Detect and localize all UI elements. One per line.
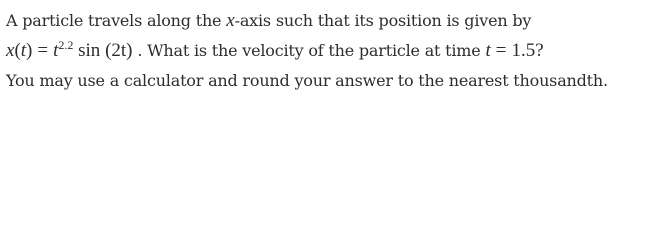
power-exponent: 2.2 — [58, 38, 74, 52]
time-expression — [485, 40, 543, 61]
close-paren: ) — [26, 40, 33, 61]
function-argument: t — [20, 40, 27, 61]
problem-statement — [6, 10, 651, 100]
question-text: . What is the velocity of the particle at time — [132, 41, 486, 60]
intro-text: A particle travels along the — [6, 11, 227, 30]
time-variable: t — [485, 40, 491, 61]
problem-line-2 — [6, 40, 651, 70]
intro-text-continued: -axis such that its position is given by — [234, 11, 532, 30]
time-value: 1.5? — [511, 40, 544, 61]
trig-function: sin — [78, 40, 101, 61]
equals-sign: = — [37, 40, 49, 61]
open-paren: ( — [14, 40, 21, 61]
position-formula — [6, 40, 133, 61]
problem-line-1 — [6, 10, 651, 40]
axis-variable: x — [226, 10, 235, 31]
power-base: t — [53, 40, 59, 61]
function-name: x — [6, 40, 15, 61]
problem-line-3 — [6, 70, 651, 100]
instruction-text: You may use a calculator and round your answer to the nearest thousandth. — [6, 71, 608, 90]
time-equals-sign: = — [495, 40, 507, 61]
trig-argument: (2t) — [105, 40, 133, 61]
